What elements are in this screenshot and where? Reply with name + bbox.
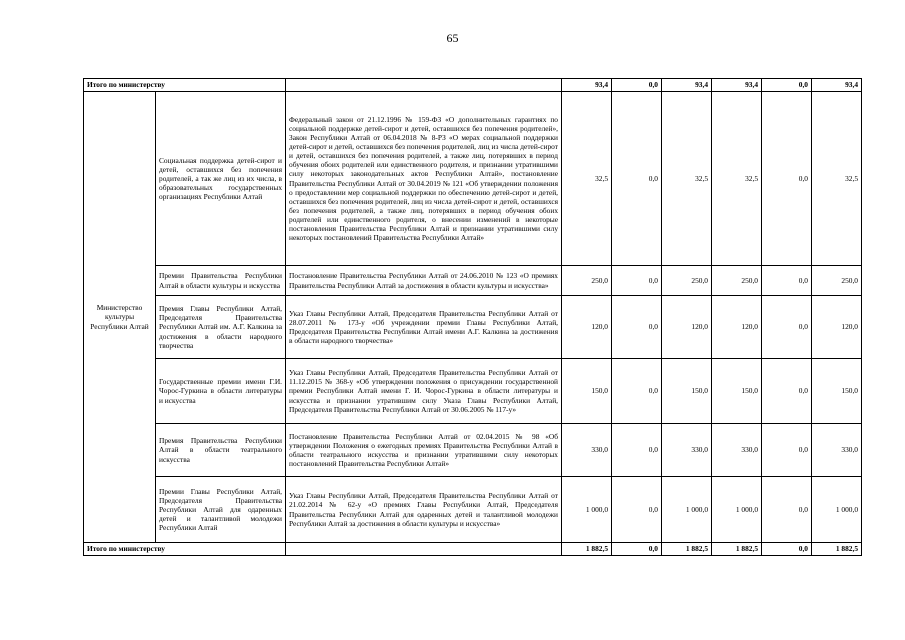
value-cell: 0,0 bbox=[762, 477, 812, 543]
value-cell: 0,0 bbox=[762, 92, 812, 266]
value-cell: 330,0 bbox=[662, 424, 712, 477]
table-row bbox=[84, 266, 862, 296]
total-spacer bbox=[286, 79, 562, 92]
value-cell: 0,0 bbox=[612, 92, 662, 266]
budget-table bbox=[83, 78, 862, 556]
legal-basis: Федеральный закон от 21.12.1996 № 159-ФЗ «О дополнительных гарантиях по социальной поддержке детей-сирот и детей, оставшихся без попечения родителей», Закон Республики Алтай от 06.04.2018 № 8-РЗ «О мерах социальной поддержки детей-сирот и детей, оставшихся без попечения родителей, лиц из числа детей-сирот и детей, оставшихся без попечения родителей, а также лиц, потерявших в период обучения обоих родителей или единственного родителя, и признании утратившими силу некоторых законодательных актов Республики Алтай», постановление Правительства Республики Алтай от 30.04.2019 № 121 «Об утверждении положения о предоставлении мер социальной поддержки по обеспечению детей-сирот и детей, оставшихся без попечения родителей, лиц из числа детей-сирот и детей, оставшихся без попечения родителей, а также лиц, потерявших в период обучения обоих родителей или единственного родителя, о внесении изменений в некоторые постановления Правительства Республики Алтай и признании утратившими силу некоторых постановлений Правительства Республики Алтай» bbox=[286, 92, 562, 266]
value-cell: 0,0 bbox=[762, 359, 812, 424]
table-row bbox=[84, 477, 862, 543]
total-value: 0,0 bbox=[762, 79, 812, 92]
value-cell: 120,0 bbox=[812, 296, 862, 359]
total-value: 1 882,5 bbox=[712, 543, 762, 556]
value-cell: 0,0 bbox=[762, 266, 812, 296]
value-cell: 32,5 bbox=[812, 92, 862, 266]
table-row bbox=[84, 92, 862, 266]
value-cell: 150,0 bbox=[812, 359, 862, 424]
value-cell: 0,0 bbox=[612, 477, 662, 543]
value-cell: 1 000,0 bbox=[712, 477, 762, 543]
total-value: 93,4 bbox=[812, 79, 862, 92]
legal-basis: Указ Главы Республики Алтай, Председателя Правительства Республики Алтай от 28.07.2011 № 173-у «Об учреждении премии Главы Республики Алтай, Председателя Правительства Республики Алтай имени А.Г. Калкина за достижения в области народного творчества» bbox=[286, 296, 562, 359]
total-value: 93,4 bbox=[712, 79, 762, 92]
value-cell: 150,0 bbox=[712, 359, 762, 424]
page-number: 65 bbox=[446, 31, 459, 45]
table-row bbox=[84, 296, 862, 359]
table-row bbox=[84, 359, 862, 424]
value-cell: 120,0 bbox=[712, 296, 762, 359]
value-cell: 32,5 bbox=[562, 92, 612, 266]
legal-basis: Указ Главы Республики Алтай, Председателя Правительства Республики Алтай от 21.02.2014 № 62-у «О премиях Главы Республики Алтай, Председателя Правительства Республики Алтай для одаренных детей и талантливой молодежи Республики Алтай за достижения в области культуры и искусства» bbox=[286, 477, 562, 543]
measure-name: Государственные премии имени Г.И. Чорос-Гуркина в области литературы и искусства bbox=[156, 359, 286, 424]
total-spacer bbox=[286, 543, 562, 556]
total-value: 0,0 bbox=[612, 79, 662, 92]
value-cell: 150,0 bbox=[562, 359, 612, 424]
bottom-total-row bbox=[84, 543, 862, 556]
measure-name: Премии Главы Республики Алтай, Председателя Правительства Республики Алтай для одаренных детей и талантливой молодежи Республики Алтай bbox=[156, 477, 286, 543]
measure-name: Премия Правительства Республики Алтай в области театрального искусства bbox=[156, 424, 286, 477]
value-cell: 0,0 bbox=[612, 359, 662, 424]
table-row bbox=[84, 424, 862, 477]
value-cell: 32,5 bbox=[662, 92, 712, 266]
value-cell: 250,0 bbox=[662, 266, 712, 296]
total-value: 93,4 bbox=[662, 79, 712, 92]
legal-basis: Постановление Правительства Республики Алтай от 24.06.2010 № 123 «О премиях Правительства Республики Алтай за достижения в области культуры и искусства» bbox=[286, 266, 562, 296]
measure-name: Социальная поддержка детей-сирот и детей, оставшихся без попечения родителей, а так же лиц из их числа, в образовательных государственных организациях Республики Алтай bbox=[156, 92, 286, 266]
total-value: 93,4 bbox=[562, 79, 612, 92]
value-cell: 330,0 bbox=[812, 424, 862, 477]
value-cell: 330,0 bbox=[712, 424, 762, 477]
value-cell: 150,0 bbox=[662, 359, 712, 424]
value-cell: 1 000,0 bbox=[662, 477, 712, 543]
top-total-row bbox=[84, 79, 862, 92]
total-value: 1 882,5 bbox=[812, 543, 862, 556]
value-cell: 330,0 bbox=[562, 424, 612, 477]
total-label: Итого по министерству bbox=[84, 543, 286, 556]
value-cell: 120,0 bbox=[662, 296, 712, 359]
total-value: 1 882,5 bbox=[562, 543, 612, 556]
legal-basis: Указ Главы Республики Алтай, Председателя Правительства Республики Алтай от 11.12.2015 № 368-у «Об утверждении положения о присуждении государственной премии Республики Алтай имени Г. И. Чорос-Гуркина в области литературы и искусства и признании утратившим силу Указа Главы Республики Алтай, Председателя Правительства Республики Алтай от 30.06.2005 № 117-у» bbox=[286, 359, 562, 424]
value-cell: 1 000,0 bbox=[812, 477, 862, 543]
total-value: 0,0 bbox=[762, 543, 812, 556]
value-cell: 250,0 bbox=[562, 266, 612, 296]
legal-basis: Постановление Правительства Республики Алтай от 02.04.2015 № 98 «Об утверждении Положения о ежегодных премиях Правительства Республики Алтай в области театрального искусства и признании утратившими силу некоторых постановлений Правительства Республики Алтай» bbox=[286, 424, 562, 477]
value-cell: 0,0 bbox=[762, 296, 812, 359]
value-cell: 0,0 bbox=[612, 266, 662, 296]
total-value: 1 882,5 bbox=[662, 543, 712, 556]
value-cell: 250,0 bbox=[712, 266, 762, 296]
total-value: 0,0 bbox=[612, 543, 662, 556]
total-label: Итого по министерству bbox=[84, 79, 286, 92]
measure-name: Премии Правительства Республики Алтай в области культуры и искусства bbox=[156, 266, 286, 296]
measure-name: Премия Главы Республики Алтай, Председателя Правительства Республики Алтай им. А.Г. Калкина за достижения в области народного творчества bbox=[156, 296, 286, 359]
value-cell: 0,0 bbox=[762, 424, 812, 477]
value-cell: 0,0 bbox=[612, 424, 662, 477]
value-cell: 120,0 bbox=[562, 296, 612, 359]
value-cell: 250,0 bbox=[812, 266, 862, 296]
value-cell: 32,5 bbox=[712, 92, 762, 266]
value-cell: 1 000,0 bbox=[562, 477, 612, 543]
ministry-cell: Министерство культуры Республики Алтай bbox=[84, 92, 156, 543]
value-cell: 0,0 bbox=[612, 296, 662, 359]
